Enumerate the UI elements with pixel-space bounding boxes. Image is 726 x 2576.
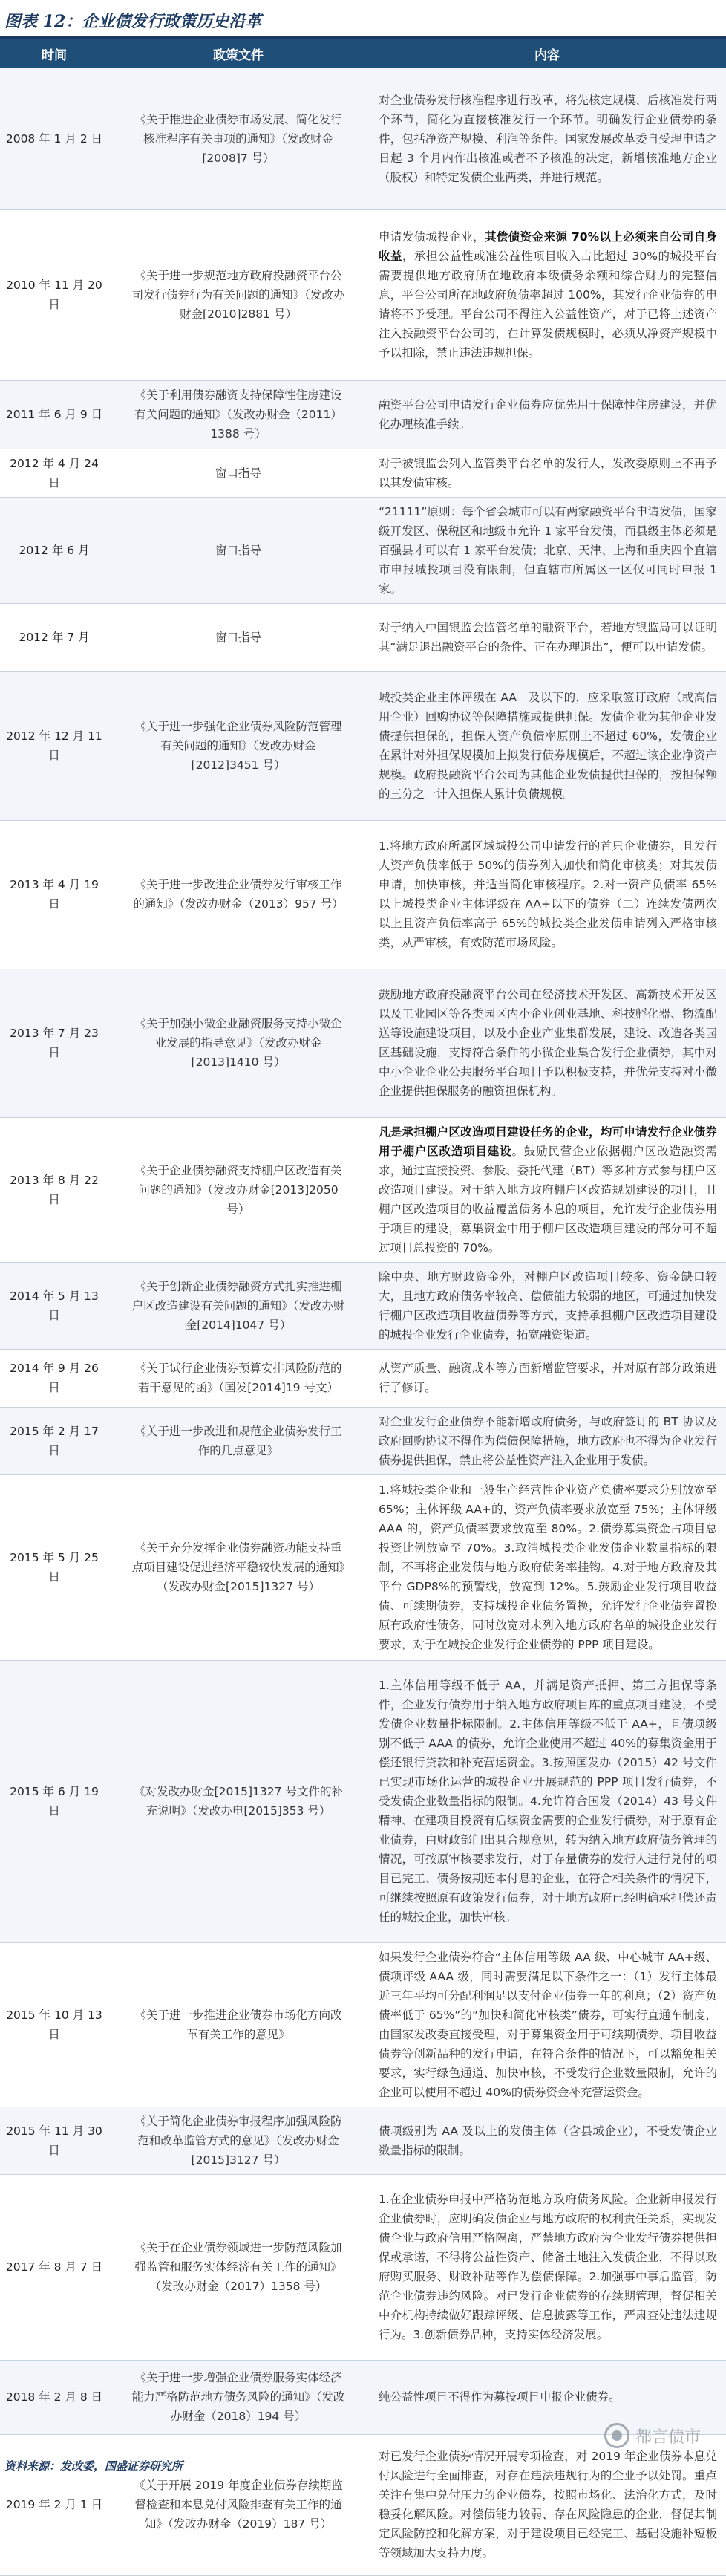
row-content-lead: 申请发债城投企业， (379, 230, 485, 244)
row-policy-doc: 窗口指导 (108, 497, 368, 603)
row-content-text: 对企业债券发行核准程序进行改革，将先核定规模、后核准发行两个环节，简化为直接核准发行一个环节。明确发行企业债券的条件，包括净资产规模、利润等条件。国家发展改革委自受理申请之日起 3 个月内作出核准或者不予核准的决定，新增核准地方企业（股权）和特定发债企业两类，并进行规范。 (379, 93, 717, 184)
row-content-text: 纯公益性项目不得作为募投项目申报企业债券。 (379, 2390, 621, 2404)
row-policy-doc: 《关于简化企业债券审报程序加强风险防范和改革监管方式的意见》（发改办财金[2015]3127 号） (108, 2107, 368, 2174)
row-policy-doc: 《关于进一步改进和规范企业债券发行工作的几点意见》 (108, 1407, 368, 1474)
source-text: 发改委，国盛证券研究所 (60, 2459, 183, 2473)
row-date: 2014 年 9 月 26 日 (0, 1349, 108, 1407)
table-row (0, 209, 726, 380)
table-row (0, 969, 726, 1117)
table-row (0, 2174, 726, 2360)
table-row (0, 2434, 726, 2575)
row-content (368, 820, 726, 969)
table-row (0, 449, 726, 497)
row-policy-doc: 窗口指导 (108, 603, 368, 671)
row-content (368, 2174, 726, 2360)
row-policy-doc: 《关于加强小微企业融资服务支持小微企业发展的指导意见》（发改办财金[2013]1410 号） (108, 969, 368, 1117)
table-row (0, 1117, 726, 1262)
header-content: 内容 (368, 39, 726, 68)
figure-title: 图表 12：企业债发行政策历史沿革 (0, 7, 726, 39)
row-content-text: 如果发行企业债券符合“主体信用等级 AA 级、中心城市 AA+级、债项评级 AAA 级，同时需要满足以下条件之一：（1）发行主体最近三年平均可分配利润足以支付企业债券一年的利息；（2）资产负债率低于 65%”的“加快和简化审核类”债券，可实行直通车制度，由国家发改委直接受理，对于募集资金用于可续期债券、项目收益债券等创新品种的发行申请，在符合条件的情况下，可以豁免相关要求，实行绿色通道、加快审核，不受发行企业数量限制，允许的企业可以使用不超过 40%的债券资金补充营运资金。 (379, 1950, 717, 2099)
row-date: 2013 年 7 月 23 日 (0, 969, 108, 1117)
table-row (0, 1262, 726, 1349)
row-content (368, 449, 726, 497)
row-content-text: 对已发行企业债券情况开展专项检查，对 2019 年企业债券本息兑付风险进行全面排查，对存在违法违规行为的企业予以处罚。重点关注有集中兑付压力的企业债券，按照市场化、法治化方式，及时稳妥化解风险。对偿债能力较弱、存在风险隐患的企业，督促其制定风险防控和化解方案，对于建设项目已经完工、基础设施补短板等领域加大支持力度。 (379, 2450, 717, 2560)
watermark (604, 2423, 701, 2448)
row-date: 2015 年 11 月 30 日 (0, 2107, 108, 2174)
row-content-text: 城投类企业主体评级在 AA－及以下的，应采取签订政府（或高信用企业）回购协议等保障措施或提供担保。发债企业为其他企业发债提供担保的，担保人资产负债率原则上不超过 60%，发债企业在累计对外担保规模加上拟发行债券规模后，不超过该企业净资产规模。政府投融资平台公司为其他企业发债提供担保的，按担保额的三分之一计入担保人累计负债规模。 (379, 691, 717, 801)
row-policy-doc: 《关于利用债券融资支持保障性住房建设有关问题的通知》（发改办财金（2011）1388 号） (108, 380, 368, 449)
row-policy-doc: 窗口指导 (108, 449, 368, 497)
table-row (0, 1349, 726, 1407)
row-content (368, 68, 726, 209)
row-date: 2015 年 10 月 13 日 (0, 1942, 108, 2107)
table-row (0, 1407, 726, 1474)
row-date: 2014 年 5 月 13 日 (0, 1262, 108, 1349)
row-content (368, 603, 726, 671)
row-content-text: 融资平台公司申请发行企业债券应优先用于保障性住房建设，并优化办理核准手续。 (379, 398, 717, 431)
row-content (368, 1407, 726, 1474)
row-content-text: 鼓励地方政府投融资平台公司在经济技术开发区、高新技术开发区以及工业园区等各类园区内小企业创业基地、科技孵化器、物流配送等设施建设项目，以及小企业产业集群发展，建设、改造各类园区基础设施，支持符合条件的小微企业集合发行企业债券，其中对中小企业企业公共服务平台项目予以积极支持，并优先支持对小微企业提供担保服务的融资担保机构。 (379, 988, 717, 1098)
row-content (368, 969, 726, 1117)
row-content-text: 1.在企业债券申报中严格防范地方政府债务风险。企业新申报发行企业债券时，应明确发债企业与地方政府的权利责任关系，实现发债企业与政府信用严格隔离，严禁地方政府为企业发行债券提供担保或承诺，不得将公益性资产、储备土地注入发债企业，不得以政府购买服务、财政补贴等作为偿债保障。2.加强事中事后监管，防范企业债券违约风险。对已发行企业债券的存续期管理，督促相关中介机构持续做好跟踪评级、信息披露等工作，严肃查处违法违规行为。3.创新债券品种，支持实体经济发展。 (379, 2193, 717, 2341)
row-content-text: 债项级别为 AA 及以上的发债主体（含县域企业），不受发债企业数量指标的限制。 (379, 2124, 717, 2157)
row-content-text: “21111”原则：每个省会城市可以有两家融资平台申请发债，国家级开发区、保税区和地级市允许 1 家平台发债，而县级主体必须是百强县才可以有 1 家平台发债；北京、天津、上海和重庆四个直辖市申报城投项目没有限制，但直辖市所属区一区仅可同时申报 1 家。 (379, 504, 717, 596)
row-content (368, 1474, 726, 1660)
table-header (0, 39, 726, 68)
row-policy-doc: 《关于企业债券融资支持棚户区改造有关问题的通知》（发改办财金[2013]2050 号） (108, 1117, 368, 1262)
row-policy-doc: 《关于进一步强化企业债券风险防范管理有关问题的通知》（发改办财金[2012]3451 号） (108, 671, 368, 820)
policy-table (0, 39, 726, 2576)
row-date: 2012 年 7 月 (0, 603, 108, 671)
row-policy-doc: 《关于试行企业债券预算安排风险防范的若干意见的函》（国发[2014]19 号文） (108, 1349, 368, 1407)
row-content-emphasis: 其偿债资金来源 70%以上必须来自公司自身收益 (379, 230, 717, 263)
row-content (368, 671, 726, 820)
row-date: 2012 年 12 月 11 日 (0, 671, 108, 820)
row-content-text: 从资产质量、融资成本等方面新增监管要求，并对原有部分政策进行了修订。 (379, 1362, 717, 1394)
row-date: 2018 年 2 月 8 日 (0, 2360, 108, 2434)
row-date: 2017 年 8 月 7 日 (0, 2174, 108, 2360)
table-row (0, 2107, 726, 2174)
table-row (0, 68, 726, 209)
row-date: 2010 年 11 月 20 日 (0, 209, 108, 380)
row-policy-doc: 《关于进一步改进企业债券发行审核工作的通知》（发改办财金（2013）957 号） (108, 820, 368, 969)
row-content-emphasis: 凡是承担棚户区改造项目建设任务的企业，均可申请发行企业债券用于棚户区改造项目建设 (379, 1125, 717, 1158)
row-content-text: 1.将地方政府所属区域城投公司申请发行的首只企业债券，且发行人资产负债率低于 50%的债券列入加快和简化审核类；对其发债申请，加快审核，并适当简化审核程序。2.对一资产负债率 65%以上城投类企业主体评级在 AA+以下的债券（二）连续发债两次以上且资产负债率高于 65%的城投类企业发债申请列入严格审核类，从严审核，有效防范市场风险。 (379, 839, 717, 949)
row-content (368, 1117, 726, 1262)
row-content-text: 对于纳入中国银监会监管名单的融资平台，若地方银监局可以证明其“满足退出融资平台的条件、正在办理退出”，便可以申请发债。 (379, 621, 717, 654)
watermark-logo-icon (604, 2423, 629, 2448)
row-content (368, 2107, 726, 2174)
row-policy-doc: 《关于进一步增强企业债券服务实体经济能力严格防范地方债务风险的通知》（发改办财金（2018）194 号） (108, 2360, 368, 2434)
row-date: 2013 年 4 月 19 日 (0, 820, 108, 969)
row-date: 2011 年 6 月 9 日 (0, 380, 108, 449)
watermark-text: 都言债市 (635, 2427, 701, 2447)
table-row (0, 380, 726, 449)
table-row (0, 1942, 726, 2107)
row-policy-doc: 《关于进一步规范地方政府投融资平台公司发行债券行为有关问题的通知》（发改办财金[2010]2881 号） (108, 209, 368, 380)
row-policy-doc: 《关于创新企业债券融资方式扎实推进棚户区改造建设有关问题的通知》（发改办财金[2014]1047 号） (108, 1262, 368, 1349)
row-date: 2013 年 8 月 22 日 (0, 1117, 108, 1262)
row-content (368, 1660, 726, 1942)
row-policy-doc: 《关于进一步推进企业债券市场化方向改革有关工作的意见》 (108, 1942, 368, 2107)
row-date: 2015 年 6 月 19 日 (0, 1660, 108, 1942)
row-content (368, 209, 726, 380)
row-policy-doc: 《关于开展 2019 年度企业债券存续期监督检查和本息兑付风险排查有关工作的通知》（发改办财金（2019）187 号） (108, 2434, 368, 2575)
header-doc: 政策文件 (108, 39, 368, 68)
header-date: 时间 (0, 39, 108, 68)
row-content (368, 1262, 726, 1349)
row-content-text: 对于被银监会列入监管类平台名单的发行人，发改委原则上不再予以其发债审核。 (379, 456, 717, 489)
table-row (0, 603, 726, 671)
table-row (0, 1660, 726, 1942)
row-policy-doc: 《关于在企业债券领域进一步防范风险加强监管和服务实体经济有关工作的通知》（发改办财金（2017）1358 号） (108, 2174, 368, 2360)
row-content-text: 除中央、地方财政资金外，对棚户区改造项目较多、资金缺口较大，且地方政府债务率较高、偿债能力较弱的地区，可通过加快发行棚户区改造项目收益债券等方式，支持承担棚户区改造项目建设的城投企业发行企业债券，拓宽融资渠道。 (379, 1269, 717, 1341)
row-content-text: 。鼓励民营企业依据棚户区改造融资需求，通过直接投资、参股、委托代建（BT）等多种方式参与棚户区改造项目建设。对于纳入地方政府棚户区改造规划建设的项目，且棚户区改造项目的收益覆盖债务本息的项目，允许发行企业债券用于项目的建设，募集资金中用于棚户区改造项目建设的部分可不超过项目总投资的 70%。 (379, 1144, 717, 1255)
table-body (0, 68, 726, 2575)
row-date: 2012 年 4 月 24 日 (0, 449, 108, 497)
row-policy-doc: 《对发改办财金[2015]1327 号文件的补充说明》（发改办电[2015]353 号） (108, 1660, 368, 1942)
row-date: 2012 年 6 月 (0, 497, 108, 603)
source-note (4, 2458, 183, 2473)
row-content (368, 1349, 726, 1407)
table-row (0, 671, 726, 820)
row-date: 2015 年 2 月 17 日 (0, 1407, 108, 1474)
row-content (368, 497, 726, 603)
row-content-text: 对企业发行企业债券不能新增政府债务，与政府签订的 BT 协议及政府回购协议不得作为偿债保障措施，地方政府也不得为企业发行债券提供担保，禁止将公益性资产注入企业用于发债。 (379, 1414, 717, 1467)
row-policy-doc: 《关于推进企业债券市场发展、简化发行核准程序有关事项的通知》（发改财金[2008]7 号） (108, 68, 368, 209)
row-content-text: 1.主体信用等级不低于 AA，并满足资产抵押、第三方担保等条件，企业发行债券用于纳入地方政府项目库的重点项目建设，不受发债企业数量指标限制。2.主体信用等级不低于 AA+，且债项级别不低于 AAA 的债券，允许企业使用不超过 40%的募集资金用于偿还银行贷款和补充营运资金。3.按照国发办（2015）42 号文件已实现市场化运营的城投企业开展规范的 PPP 项目发行债券，不受发债企业数量指标的限制。4.允许符合国发（2014）43 号文件精神、在建项目投资有后续资金需要的企业发行债券，对于原有企业债券，由财政部门出具合规意见，转为纳入地方政府债务管理的情况，可按原审核要求发行，对于存量债券的发行人进行兑付的项目已完工、债务按期还本付息的企业，在符合相关条件的情况下，可继续按照原有政策发行债券，对于地方政府已经明确承担偿还责任的城投企业，加快审核。 (379, 1679, 717, 1924)
row-content-text: 1.将城投类企业和一般生产经营性企业资产负债率要求分别放宽至 65%；主体评级 AA+的，资产负债率要求放宽至 75%；主体评级 AAA 的，资产负债率要求放宽至 80%。2.债券募集资金占项目总投资比例放宽至 70%。3.取消城投类企业发债企业数量指标的限制，不再将企业发债与地方政府债务率挂钩。4.对于地方政府及其平台 GDP8%的预警线，放宽到 12%。5.鼓励企业发行项目收益债、可续期债券，支持城投企业债务置换，允许发行企业债券置换原有政府性债务，同时放宽对未列入地方政府名单的城投企业发行要求，对于在城投企业发行企业债券的 PPP 项目建设。 (379, 1483, 717, 1651)
header-row (0, 39, 726, 68)
row-content (368, 2434, 726, 2575)
table-row (0, 497, 726, 603)
table-row (0, 820, 726, 969)
source-label: 资料来源： (4, 2459, 61, 2473)
row-content-text: ，承担公益性或准公益性项目收入占比超过 30%的城投平台需要提供地方政府所在地政府本级债务余额和综合财力的完整信息，平台公司所在地政府负债率超过 100%，其发行企业债券的申请将不予受理。平台公司不得注入公益性资产，对于已将上述资产注入投融资平台公司的，在计算发债规模时，必须从净资产规模中予以扣除，禁止违法违规担保。 (379, 250, 717, 360)
row-date: 2008 年 1 月 2 日 (0, 68, 108, 209)
row-content (368, 380, 726, 449)
row-content (368, 1942, 726, 2107)
row-date: 2019 年 2 月 1 日 (0, 2434, 108, 2575)
row-policy-doc: 《关于充分发挥企业债券融资功能支持重点项目建设促进经济平稳较快发展的通知》（发改办财金[2015]1327 号） (108, 1474, 368, 1660)
table-row (0, 1474, 726, 1660)
row-date: 2015 年 5 月 25 日 (0, 1474, 108, 1660)
